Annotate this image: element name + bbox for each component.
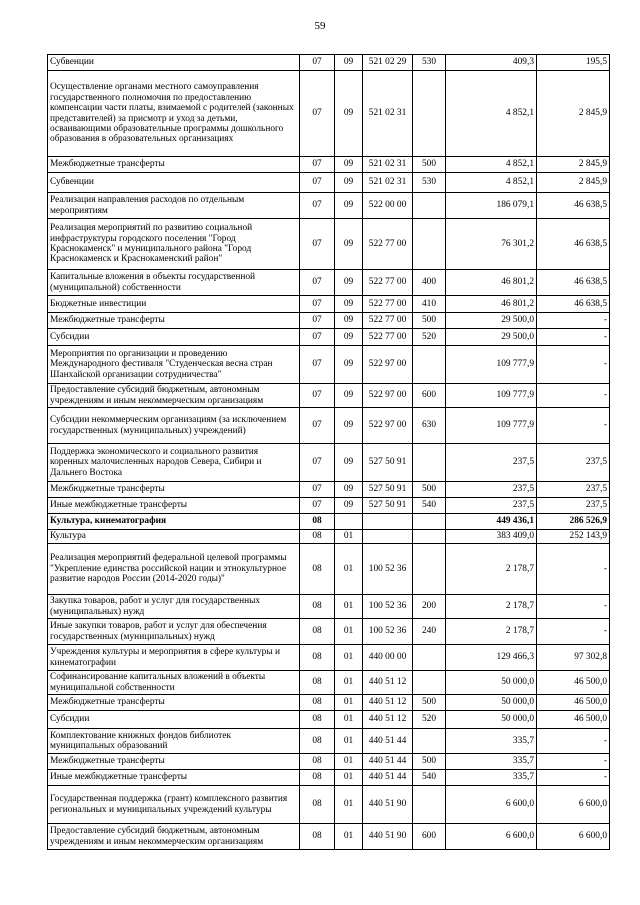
row-name-cell: Межбюджетные трансферты (48, 157, 300, 173)
row-subsection-cell: 09 (335, 313, 363, 329)
row-subsection-cell: 01 (335, 544, 363, 595)
row-expense-type-cell (413, 71, 446, 157)
row-target-article-cell: 440 51 90 (363, 786, 413, 824)
row-amount-1-cell: 29 500,0 (446, 313, 537, 329)
row-name-cell: Межбюджетные трансферты (48, 754, 300, 770)
row-section-cell: 08 (300, 711, 335, 729)
table-row (48, 498, 610, 514)
row-amount-1-cell: 46 801,2 (446, 296, 537, 313)
row-target-article-cell: 527 50 91 (363, 498, 413, 514)
row-subsection-cell: 09 (335, 408, 363, 444)
row-amount-1-cell: 109 777,9 (446, 408, 537, 444)
row-subsection-cell: 09 (335, 219, 363, 270)
row-amount-1-cell: 2 178,7 (446, 619, 537, 645)
row-section-cell: 07 (300, 444, 335, 482)
row-amount-2-cell: - (537, 329, 610, 346)
row-amount-2-cell: 6 600,0 (537, 786, 610, 824)
budget-table (47, 54, 610, 850)
row-amount-2-cell: 46 638,5 (537, 296, 610, 313)
row-expense-type-cell: 410 (413, 296, 446, 313)
row-subsection-cell: 09 (335, 71, 363, 157)
row-name-cell: Иные межбюджетные трансферты (48, 498, 300, 514)
table-row (48, 346, 610, 384)
row-target-article-cell: 440 51 44 (363, 754, 413, 770)
row-subsection-cell: 09 (335, 498, 363, 514)
row-amount-2-cell: - (537, 544, 610, 595)
row-amount-1-cell: 409,3 (446, 55, 537, 71)
row-name-cell: Софинансирование капитальных вложений в объекты муниципальной собственности (48, 671, 300, 695)
row-subsection-cell: 09 (335, 296, 363, 313)
row-section-cell: 07 (300, 384, 335, 408)
row-subsection-cell: 09 (335, 270, 363, 296)
row-expense-type-cell (413, 645, 446, 671)
row-expense-type-cell (413, 346, 446, 384)
row-amount-2-cell: 97 302,8 (537, 645, 610, 671)
table-row (48, 173, 610, 193)
row-amount-1-cell: 383 409,0 (446, 530, 537, 544)
table-row (48, 296, 610, 313)
row-subsection-cell: 09 (335, 157, 363, 173)
row-name-cell: Поддержка экономического и социального развития коренных малочисленных народов Севера, Сибири и Дальнего Востока (48, 444, 300, 482)
row-amount-1-cell: 76 301,2 (446, 219, 537, 270)
row-amount-1-cell: 46 801,2 (446, 270, 537, 296)
row-amount-1-cell: 4 852,1 (446, 173, 537, 193)
row-amount-1-cell: 2 178,7 (446, 544, 537, 595)
row-expense-type-cell: 500 (413, 482, 446, 498)
row-expense-type-cell (413, 544, 446, 595)
row-name-cell: Межбюджетные трансферты (48, 695, 300, 711)
row-section-cell: 08 (300, 514, 335, 530)
row-amount-2-cell: 2 845,9 (537, 157, 610, 173)
row-expense-type-cell: 600 (413, 824, 446, 850)
row-amount-2-cell: 46 638,5 (537, 219, 610, 270)
row-subsection-cell: 09 (335, 329, 363, 346)
row-amount-2-cell: 2 845,9 (537, 173, 610, 193)
row-subsection-cell: 01 (335, 770, 363, 786)
row-target-article-cell: 527 50 91 (363, 482, 413, 498)
table-row (48, 157, 610, 173)
row-amount-1-cell: 50 000,0 (446, 695, 537, 711)
row-expense-type-cell: 630 (413, 408, 446, 444)
row-section-cell: 07 (300, 346, 335, 384)
row-section-cell: 08 (300, 754, 335, 770)
row-name-cell: Иные межбюджетные трансферты (48, 770, 300, 786)
table-row (48, 270, 610, 296)
row-name-cell: Реализация мероприятий федеральной целевой программы "Укрепление единства российской нации и этнокультурное развитие народов России (2014-2020 годы)" (48, 544, 300, 595)
row-target-article-cell: 522 77 00 (363, 296, 413, 313)
table-row (48, 695, 610, 711)
row-name-cell: Межбюджетные трансферты (48, 482, 300, 498)
row-name-cell: Реализация мероприятий по развитию социальной инфраструктуры городского поселения "Город Краснокаменск" и муниципального района "Город Краснокаменск и Краснокаменский район" (48, 219, 300, 270)
row-amount-1-cell: 4 852,1 (446, 157, 537, 173)
row-section-cell: 08 (300, 824, 335, 850)
row-amount-2-cell: 46 500,0 (537, 695, 610, 711)
row-amount-2-cell: - (537, 346, 610, 384)
table-row (48, 514, 610, 530)
row-name-cell: Культура, кинематография (48, 514, 300, 530)
row-section-cell: 07 (300, 296, 335, 313)
row-subsection-cell (335, 514, 363, 530)
table-row (48, 544, 610, 595)
row-amount-1-cell: 237,5 (446, 444, 537, 482)
row-amount-2-cell: - (537, 595, 610, 619)
row-name-cell: Иные закупки товаров, работ и услуг для обеспечения государственных (муниципальных) нужд (48, 619, 300, 645)
row-amount-2-cell: 46 638,5 (537, 193, 610, 219)
row-amount-1-cell: 6 600,0 (446, 824, 537, 850)
row-name-cell: Капитальные вложения в объекты государственной (муниципальной) собственности (48, 270, 300, 296)
table-row (48, 754, 610, 770)
row-subsection-cell: 01 (335, 711, 363, 729)
row-amount-2-cell: - (537, 729, 610, 754)
row-section-cell: 07 (300, 329, 335, 346)
row-name-cell: Закупка товаров, работ и услуг для государственных (муниципальных) нужд (48, 595, 300, 619)
row-amount-2-cell: 286 526,9 (537, 514, 610, 530)
row-expense-type-cell (413, 193, 446, 219)
row-section-cell: 07 (300, 408, 335, 444)
row-amount-2-cell: 237,5 (537, 482, 610, 498)
row-section-cell: 07 (300, 193, 335, 219)
row-name-cell: Государственная поддержка (грант) комплексного развития региональных и муниципальных учреждений культуры (48, 786, 300, 824)
row-subsection-cell: 09 (335, 55, 363, 71)
row-subsection-cell: 09 (335, 444, 363, 482)
row-section-cell: 07 (300, 55, 335, 71)
table-row (48, 482, 610, 498)
row-section-cell: 08 (300, 645, 335, 671)
row-target-article-cell: 522 77 00 (363, 313, 413, 329)
row-target-article-cell: 440 51 44 (363, 729, 413, 754)
row-amount-1-cell: 335,7 (446, 754, 537, 770)
row-expense-type-cell (413, 514, 446, 530)
table-row (48, 384, 610, 408)
row-section-cell: 08 (300, 770, 335, 786)
row-subsection-cell: 01 (335, 786, 363, 824)
row-amount-2-cell: - (537, 384, 610, 408)
row-expense-type-cell: 500 (413, 313, 446, 329)
table-row (48, 444, 610, 482)
row-section-cell: 08 (300, 786, 335, 824)
row-amount-1-cell: 50 000,0 (446, 711, 537, 729)
row-name-cell: Комплектование книжных фондов библиотек муниципальных образований (48, 729, 300, 754)
row-expense-type-cell (413, 786, 446, 824)
row-name-cell: Субсидии (48, 711, 300, 729)
row-name-cell: Субвенции (48, 55, 300, 71)
row-name-cell: Осуществление органами местного самоуправления государственного полномочия по предоставлению компенсации части платы, взимаемой с родителей (законных представителей) за присмотр и уход за детьми, осваивающими образовательные программы дошкольного образования в образовательных организациях (48, 71, 300, 157)
row-amount-1-cell: 29 500,0 (446, 329, 537, 346)
row-expense-type-cell: 520 (413, 711, 446, 729)
row-amount-2-cell: 46 500,0 (537, 671, 610, 695)
row-name-cell: Субсидии (48, 329, 300, 346)
row-amount-2-cell: - (537, 619, 610, 645)
row-amount-1-cell: 50 000,0 (446, 671, 537, 695)
row-target-article-cell: 522 77 00 (363, 219, 413, 270)
row-target-article-cell: 440 51 12 (363, 711, 413, 729)
row-expense-type-cell (413, 219, 446, 270)
row-subsection-cell: 01 (335, 729, 363, 754)
row-amount-1-cell: 186 079,1 (446, 193, 537, 219)
row-section-cell: 08 (300, 619, 335, 645)
row-amount-1-cell: 109 777,9 (446, 384, 537, 408)
row-target-article-cell: 522 97 00 (363, 384, 413, 408)
row-section-cell: 08 (300, 671, 335, 695)
row-amount-1-cell: 2 178,7 (446, 595, 537, 619)
row-section-cell: 07 (300, 270, 335, 296)
row-amount-1-cell: 6 600,0 (446, 786, 537, 824)
row-target-article-cell (363, 514, 413, 530)
row-target-article-cell: 440 00 00 (363, 645, 413, 671)
row-expense-type-cell: 400 (413, 270, 446, 296)
row-amount-2-cell: 2 845,9 (537, 71, 610, 157)
table-row (48, 313, 610, 329)
row-expense-type-cell (413, 671, 446, 695)
row-amount-1-cell: 335,7 (446, 770, 537, 786)
budget-table-body (48, 55, 610, 850)
row-expense-type-cell: 540 (413, 770, 446, 786)
row-subsection-cell: 01 (335, 595, 363, 619)
row-expense-type-cell: 520 (413, 329, 446, 346)
row-expense-type-cell: 530 (413, 173, 446, 193)
row-name-cell: Учреждения культуры и мероприятия в сфере культуры и кинематографии (48, 645, 300, 671)
row-amount-2-cell: - (537, 754, 610, 770)
table-row (48, 219, 610, 270)
row-target-article-cell: 522 77 00 (363, 270, 413, 296)
row-expense-type-cell: 500 (413, 754, 446, 770)
row-subsection-cell: 01 (335, 754, 363, 770)
table-row (48, 595, 610, 619)
row-expense-type-cell: 500 (413, 695, 446, 711)
row-target-article-cell: 440 51 90 (363, 824, 413, 850)
row-amount-2-cell: 6 600,0 (537, 824, 610, 850)
row-subsection-cell: 01 (335, 619, 363, 645)
table-row (48, 55, 610, 71)
row-subsection-cell: 01 (335, 645, 363, 671)
row-subsection-cell: 01 (335, 530, 363, 544)
row-subsection-cell: 01 (335, 824, 363, 850)
row-name-cell: Субсидии некоммерческим организациям (за исключением государственных (муниципальных) учреждений) (48, 408, 300, 444)
row-name-cell: Мероприятия по организации и проведению Международного фестиваля "Студенческая весна стран Шанхайской организации сотрудничества" (48, 346, 300, 384)
row-subsection-cell: 09 (335, 384, 363, 408)
row-name-cell: Реализация направления расходов по отдельным мероприятиям (48, 193, 300, 219)
row-section-cell: 07 (300, 71, 335, 157)
row-target-article-cell: 527 50 91 (363, 444, 413, 482)
row-expense-type-cell (413, 729, 446, 754)
row-expense-type-cell (413, 444, 446, 482)
row-target-article-cell: 440 51 12 (363, 671, 413, 695)
row-expense-type-cell: 600 (413, 384, 446, 408)
row-target-article-cell: 100 52 36 (363, 595, 413, 619)
row-subsection-cell: 09 (335, 193, 363, 219)
row-target-article-cell: 440 51 44 (363, 770, 413, 786)
row-expense-type-cell: 530 (413, 55, 446, 71)
row-target-article-cell: 522 97 00 (363, 346, 413, 384)
row-amount-1-cell: 129 466,3 (446, 645, 537, 671)
page-number: 59 (314, 20, 326, 32)
row-amount-1-cell: 4 852,1 (446, 71, 537, 157)
row-section-cell: 07 (300, 482, 335, 498)
row-target-article-cell: 521 02 31 (363, 173, 413, 193)
table-row (48, 329, 610, 346)
table-row (48, 671, 610, 695)
row-expense-type-cell: 200 (413, 595, 446, 619)
row-section-cell: 08 (300, 729, 335, 754)
row-target-article-cell: 522 00 00 (363, 193, 413, 219)
row-target-article-cell: 521 02 31 (363, 157, 413, 173)
row-amount-2-cell: 237,5 (537, 444, 610, 482)
row-name-cell: Бюджетные инвестиции (48, 296, 300, 313)
row-expense-type-cell: 240 (413, 619, 446, 645)
row-target-article-cell: 521 02 31 (363, 71, 413, 157)
row-section-cell: 07 (300, 157, 335, 173)
row-amount-1-cell: 109 777,9 (446, 346, 537, 384)
table-row (48, 729, 610, 754)
row-subsection-cell: 09 (335, 346, 363, 384)
row-section-cell: 07 (300, 498, 335, 514)
row-amount-2-cell: - (537, 408, 610, 444)
row-name-cell: Субвенции (48, 173, 300, 193)
row-expense-type-cell: 540 (413, 498, 446, 514)
row-section-cell: 08 (300, 544, 335, 595)
row-amount-1-cell: 335,7 (446, 729, 537, 754)
row-amount-1-cell: 237,5 (446, 482, 537, 498)
row-section-cell: 07 (300, 313, 335, 329)
row-name-cell: Межбюджетные трансферты (48, 313, 300, 329)
row-amount-1-cell: 449 436,1 (446, 514, 537, 530)
row-amount-2-cell: - (537, 313, 610, 329)
table-row (48, 711, 610, 729)
table-row (48, 770, 610, 786)
row-section-cell: 07 (300, 219, 335, 270)
table-row (48, 824, 610, 850)
row-amount-2-cell: 46 500,0 (537, 711, 610, 729)
row-amount-2-cell: 46 638,5 (537, 270, 610, 296)
table-row (48, 193, 610, 219)
row-expense-type-cell (413, 530, 446, 544)
table-row (48, 786, 610, 824)
table-row (48, 645, 610, 671)
table-row (48, 619, 610, 645)
row-amount-1-cell: 237,5 (446, 498, 537, 514)
row-name-cell: Предоставление субсидий бюджетным, автономным учреждениям и иным некоммерческим организациям (48, 824, 300, 850)
row-target-article-cell: 100 52 36 (363, 619, 413, 645)
row-subsection-cell: 09 (335, 482, 363, 498)
row-section-cell: 08 (300, 595, 335, 619)
row-section-cell: 08 (300, 530, 335, 544)
table-row (48, 408, 610, 444)
table-row (48, 530, 610, 544)
row-expense-type-cell: 500 (413, 157, 446, 173)
row-name-cell: Культура (48, 530, 300, 544)
row-amount-2-cell: 195,5 (537, 55, 610, 71)
row-target-article-cell: 440 51 12 (363, 695, 413, 711)
row-name-cell: Предоставление субсидий бюджетным, автономным учреждениям и иным некоммерческим организациям (48, 384, 300, 408)
row-subsection-cell: 01 (335, 695, 363, 711)
table-row (48, 71, 610, 157)
row-subsection-cell: 01 (335, 671, 363, 695)
row-target-article-cell (363, 530, 413, 544)
row-subsection-cell: 09 (335, 173, 363, 193)
row-section-cell: 08 (300, 695, 335, 711)
row-section-cell: 07 (300, 173, 335, 193)
row-amount-2-cell: 237,5 (537, 498, 610, 514)
row-amount-2-cell: - (537, 770, 610, 786)
row-amount-2-cell: 252 143,9 (537, 530, 610, 544)
row-target-article-cell: 100 52 36 (363, 544, 413, 595)
row-target-article-cell: 522 97 00 (363, 408, 413, 444)
row-target-article-cell: 521 02 29 (363, 55, 413, 71)
row-target-article-cell: 522 77 00 (363, 329, 413, 346)
